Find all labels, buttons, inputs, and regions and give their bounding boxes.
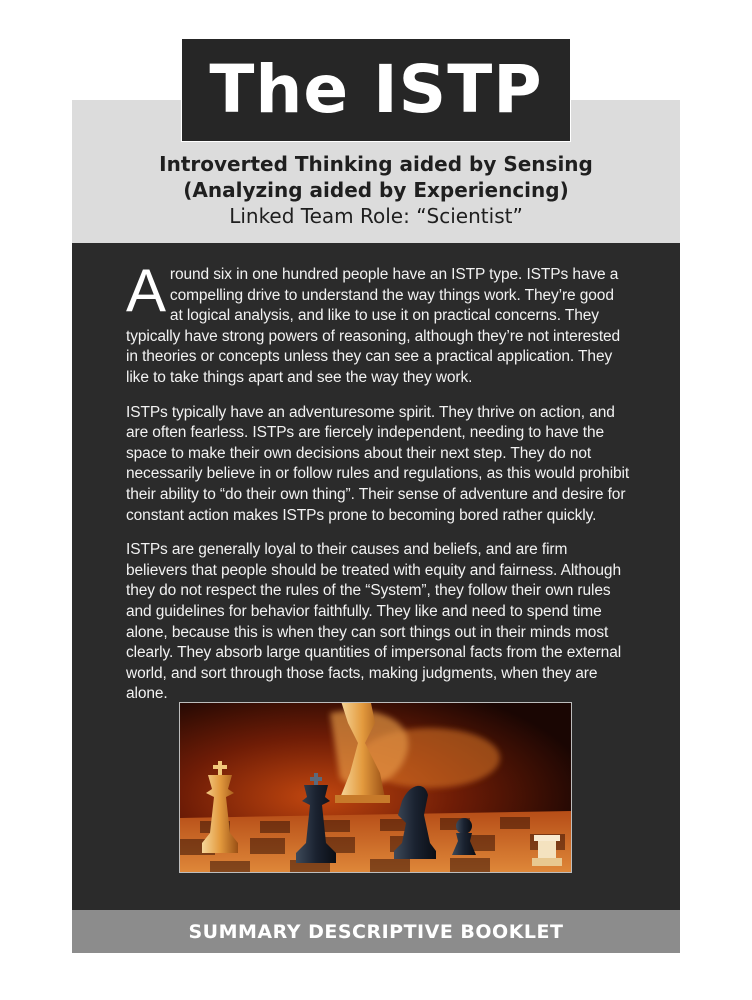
paragraph-2: ISTPs typically have an adventuresome spirit. They thrive on action, and are often fearless. ISTPs are fiercely independent, needing to have the space to make their own decisions about their next step. They do not necessarily believe in or follow rules and regulations, as this would prohibit their ability to “do their own thing”. Their sense of adventure and desire for constant action makes ISTPs prone to becoming bored rather quickly. [126,403,630,524]
footer-band [72,910,680,953]
description-text [126,257,630,719]
title-box [181,38,571,142]
footer-title: SUMMARY DESCRIPTIVE BOOKLET [188,920,564,943]
page-title: The ISTP [209,51,543,128]
paragraph-1-text: round six in one hundred people have an ISTP type. ISTPs have a compelling drive to understand the way things work. They’re good at logical analysis, and like to use it on practical concerns. They typically have strong powers of reasoning, although they’re not interested in theories or concepts unless they can see a practical application. They like to take things apart and see the way they work. [126,266,621,386]
subtitle-function: Introverted Thinking aided by Sensing [159,152,593,176]
booklet-card [72,100,680,953]
chess-photo-illustration [180,703,572,873]
chess-pieces-photo [179,702,572,873]
drop-cap: A [126,257,166,324]
paragraph-3: ISTPs are generally loyal to their causes and beliefs, and are firm believers that people should be treated with equity and fairness. Although they do not respect the rules of the “System”, they follow their own rules and guidelines for behavior faithfully. They like and need to spend time alone, because this is when they can sort things out in their minds most clearly. They absorb large quantities of impersonal facts from the external world, and sort through those facts, making judgments, when they are alone. [126,541,622,703]
paragraph-1 [126,257,630,389]
subtitle-process: (Analyzing aided by Experiencing) [183,178,569,202]
subtitle-team-role: Linked Team Role: “Scientist” [229,204,523,228]
